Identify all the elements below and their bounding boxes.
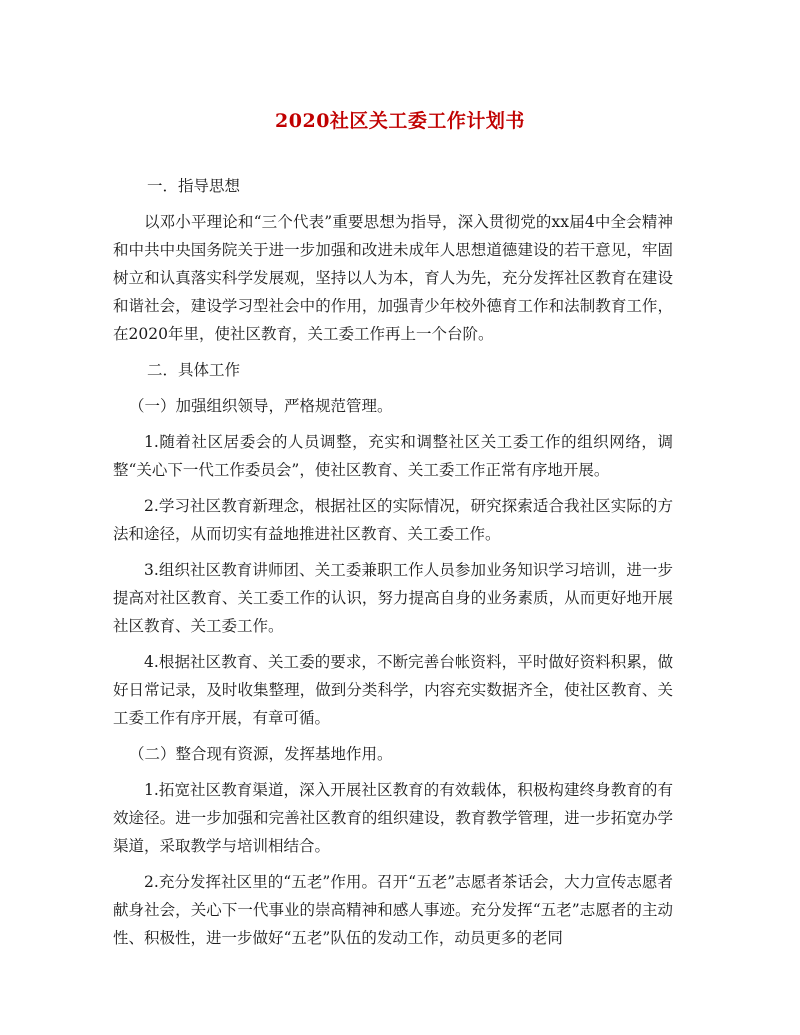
paragraph: 1.拓宽社区教育渠道，深入开展社区教育的有效载体，积极构建终身教育的有效途径。进一步加强和完善社区教育的组织建设，教育教学管理，进一步拓宽办学渠道，采取教学与培训相结合。 [113,781,673,855]
section-heading-guiding-ideology: 一．指导思想 [147,177,241,195]
subsection-heading-resources: （二）整合现有资源，发挥基地作用。 [129,745,393,763]
document-title: 2020社区关工委工作计划书 [275,110,525,132]
paragraph: 4.根据社区教育、关工委的要求，不断完善台帐资料，平时做好资料积累，做好日常记录，及时收集整理，做到分类科学，内容充实数据齐全，使社区教育、关工委工作有序开展，有章可循。 [113,653,673,727]
paragraph: 1.随着社区居委会的人员调整，充实和调整社区关工委工作的组织网络，调整“关心下一代工作委员会”，使社区教育、关工委工作正常有序地开展。 [113,433,673,479]
paragraph: 2.充分发挥社区里的“五老”作用。召开“五老”志愿者茶话会，大力宣传志愿者献身社会，关心下一代事业的崇高精神和感人事迹。充分发挥“五老”志愿者的主动性、积极性，进一步做好“五老”队伍的发动工作，动员更多的老同 [113,873,673,947]
paragraph: 以邓小平理论和“三个代表”重要思想为指导，深入贯彻党的xx届4中全会精神和中共中央国务院关于进一步加强和改进未成年人思想道德建设的若干意见，牢固树立和认真落实科学发展观，坚持以人为本，育人为先，充分发挥社区教育在建设和谐社会，建设学习型社会中的作用，加强青少年校外德育工作和法制教育工作，在2020年里，使社区教育，关工委工作再上一个台阶。 [113,213,673,343]
subsection-heading-organization: （一）加强组织领导，严格规范管理。 [129,397,393,415]
paragraph: 3.组织社区教育讲师团、关工委兼职工作人员参加业务知识学习培训，进一步提高对社区教育、关工委工作的认识，努力提高自身的业务素质，从而更好地开展社区教育、关工委工作。 [113,561,673,635]
document-body [113,172,673,960]
paragraph: 2.学习社区教育新理念，根据社区的实际情况，研究探索适合我社区实际的方法和途径，从而切实有益地推进社区教育、关工委工作。 [113,497,673,543]
section-heading-specific-work: 二．具体工作 [147,361,241,379]
